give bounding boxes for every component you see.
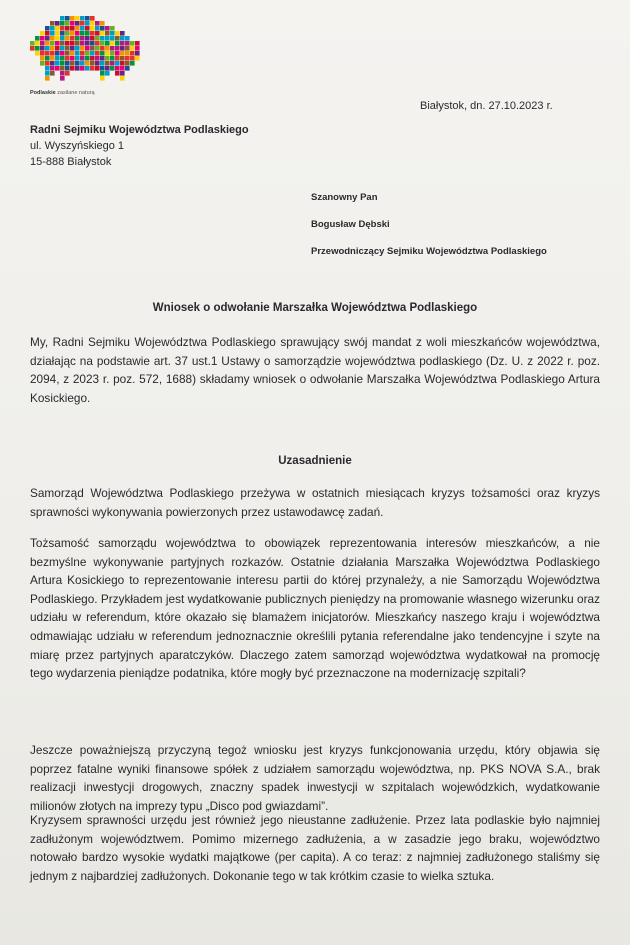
addressee-name: Bogusław Dębski (311, 219, 390, 230)
logo-caption (30, 90, 95, 96)
addressee-position: Przewodniczący Sejmiku Województwa Podlaskiego (311, 246, 547, 257)
justification-paragraph-2: Tożsamość samorządu województwa to obowiązek reprezentowania interesów mieszkańców, a nie bezmyślne wykonywanie partyjnych rozkazów. Ostatnie działania Marszałka Województwa Podlaskiego Artura Kosickiego to reprezentowanie interesu partii do której przynależy, a nie Samorządu Województwa Podlaskiego. Przykładem jest wydatkowanie publicznych pieniędzy na promowanie własnego wizerunku oraz udziału w referendum, które okazało się blamażem inicjatorów. Mieszkańcy naszego kraju i województwa odmawiając udziału w referendum jednoznacznie określili pytania referendalne jako tendencyjne i szyte na miarę przez partyjnych aparatczyków. Dlaczego zatem samorząd województwa wydatkował na promocję tego wydarzenia pieniądze podatnika, które mogły być przeznaczone na modernizację szpitali? (30, 536, 600, 681)
justification-heading: Uzasadnienie (278, 455, 352, 467)
sender-city: 15-888 Białystok (30, 156, 112, 168)
letter-date: Białystok, dn. 27.10.2023 r. (420, 100, 553, 112)
logo-caption-brand: Podlaskie (30, 90, 56, 96)
sender-address-block (30, 122, 249, 170)
letter-title: Wniosek o odwołanie Marszałka Województwa Podlaskiego (152, 302, 478, 314)
bison-logo-icon (30, 10, 140, 90)
addressee-salutation: Szanowny Pan (311, 192, 378, 203)
justification-paragraph-4: Kryzysem sprawności urzędu jest również jego nieustanne zadłużenie. Przez lata podlaskie było najmniej zadłużonym województwem. Pomimo mizernego zadłużenia, a w zasadzie jego braku, województwo notowało bardzo wysokie wydatki majątkowe (per capita). A co teraz: z najmniej zadłużonego staliśmy się jednym z najbardziej zadłużonych. Dokonanie tego w tak krótkim czasie to wielka sztuka. (30, 813, 600, 883)
request-paragraph: My, Radni Sejmiku Województwa Podlaskiego sprawujący swój mandat z woli mieszkańców województwa, działając na podstawie art. 37 ust.1 Ustawy o samorządzie województwa podlaskiego (Dz. U. z 2022 r. poz. 2094, z 2023 r. poz. 572, 1688) składamy wniosek o odwołanie Marszałka Województwa Podlaskiego Artura Kosickiego. (30, 335, 600, 405)
justification-paragraph-1: Samorząd Województwa Podlaskiego przeżywa w ostatnich miesiącach kryzys tożsamości oraz kryzys sprawności wykonywania powierzonych przez ustawodawcę zadań. (30, 486, 600, 519)
logo-caption-slogan: zasilane naturą (55, 90, 95, 96)
justification-paragraph-3: Jeszcze poważniejszą przyczyną tegoż wniosku jest kryzys funkcjonowania urzędu, który objawia się poprzez fatalne wyniki finansowe spółek z udziałem samorządu województwa, np. PKS NOVA S.A., brak realizacji inwestycji drogowych, znaczny spadek inwestycji w szpitalach wojewódzkich, wydatkowanie milionów złotych na imprezy typu „Disco pod gwiazdami”. (30, 743, 600, 813)
sender-name: Radni Sejmiku Województwa Podlaskiego (30, 124, 249, 136)
sender-street: ul. Wyszyńskiego 1 (30, 140, 125, 152)
